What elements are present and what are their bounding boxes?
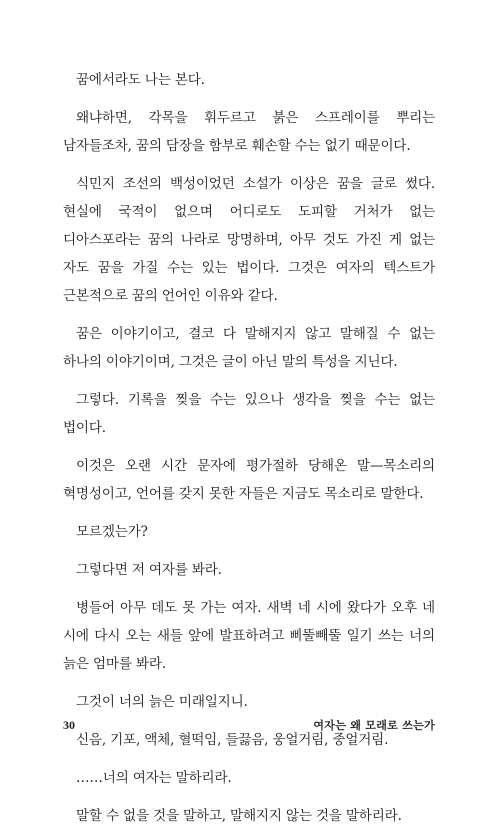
paragraph: 그렇다. 기록을 찢을 수는 있으나 생각을 찢을 수는 없는 법이다. (63, 392, 435, 436)
paragraph: 병들어 아무 데도 못 가는 여자. 새벽 네 시에 왔다가 오후 네 시에 다시 오는 새들 앞에 발표하려고 삐뚤빼뚤 일기 쓰는 너의 늙은 엄마를 봐라. (63, 600, 435, 672)
paragraph: 말할 수 없을 것을 말하고, 말해지지 않는 것을 말하리라. (76, 808, 402, 824)
running-title: 여자는 왜 모래로 쓰는가 (313, 719, 435, 732)
paragraph: 신음, 기포, 액체, 혈떡임, 들끓음, 웅얼거림, 중얼거림. (76, 732, 389, 748)
paragraph: 식민지 조선의 백성이었던 소설가 이상은 꿈을 글로 썼다. 현실에 국적이 없으며 어디로도 도피할 거처가 없는 디아스포라는 꿈의 나라로 망명하며, 아무 것도 가진 게 없는 자도 꿈을 가질 수는 있는 법이다. 그것은 여자의 텍스트가 근본적으로 꿈의 언어인 이유와 같다. (63, 176, 435, 304)
paragraph: 꿈에서라도 나는 본다. (76, 72, 205, 88)
paragraph: ……너의 여자는 말하리라. (76, 770, 232, 786)
paragraph: 그렇다면 저 여자를 봐라. (76, 562, 222, 578)
paragraph: 이것은 오랜 시간 문자에 평가절하 당해온 말—목소리의 혁명성이고, 언어를 갖지 못한 자들은 지금도 목소리로 말한다. (63, 458, 435, 502)
page-footer (63, 717, 435, 733)
paragraph: 그것이 너의 늙은 미래일지니. (76, 694, 248, 710)
paragraph: 왜냐하면, 각목을 휘두르고 붉은 스프레이를 뿌리는 남자들조차, 꿈의 담장을 함부로 훼손할 수는 없기 때문이다. (63, 110, 435, 154)
paragraph: 꿈은 이야기이고, 결코 다 말해지지 않고 말해질 수 없는 하나의 이야기이며, 그것은 글이 아닌 말의 특성을 지닌다. (63, 326, 435, 370)
page-number: 30 (63, 718, 75, 732)
paragraph: 모르겠는가? (76, 524, 148, 540)
body-text (63, 66, 435, 830)
